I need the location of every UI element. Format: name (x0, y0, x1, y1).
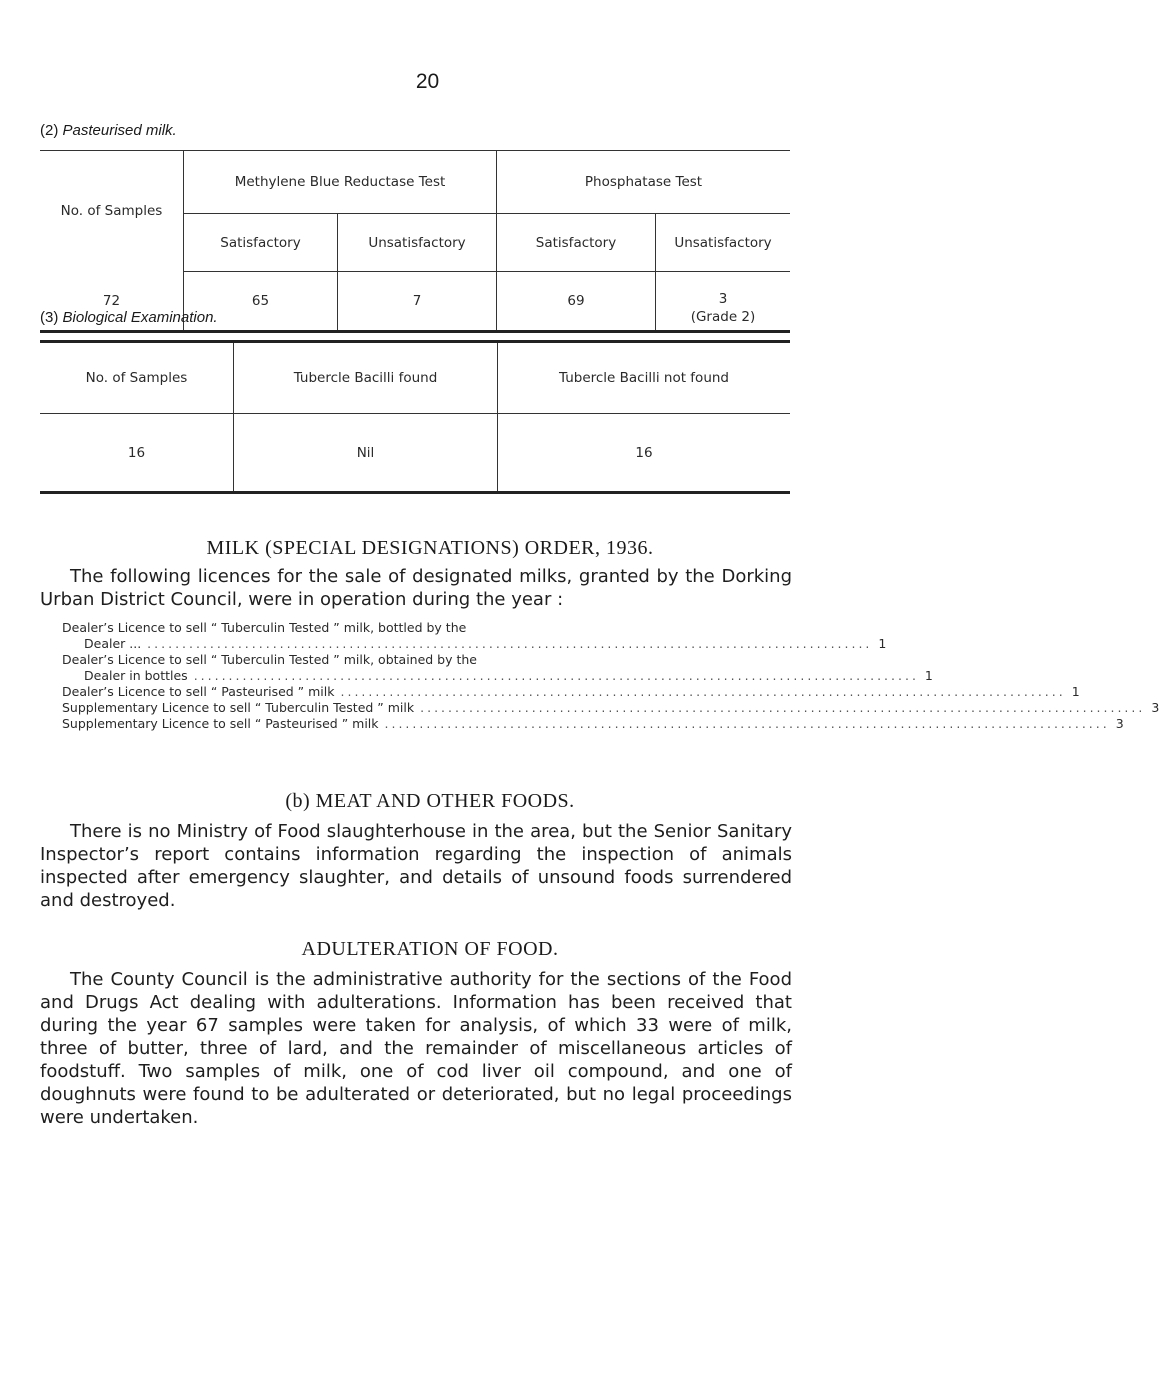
ph-satisfactory-value: 69 (497, 272, 656, 332)
licence-count: 3 (1115, 716, 1124, 731)
pasteurised-table (40, 150, 790, 333)
leader-dots: ........................................................................................................ (193, 668, 919, 683)
mb-satisfactory-value: 65 (184, 272, 338, 332)
licence-item (62, 652, 790, 668)
milk-order-title: MILK (SPECIAL DESIGNATIONS) ORDER, 1936. (206, 537, 654, 559)
biological-table (40, 340, 790, 494)
biological-heading (40, 309, 218, 326)
licence-text: Dealer’s Licence to sell “ Tuberculin Tested ” milk, bottled by the (62, 620, 467, 635)
adulteration-title: ADULTERATION OF FOOD. (301, 938, 559, 960)
pasteurised-heading (40, 122, 177, 139)
licence-text: Supplementary Licence to sell “ Pasteurised ” milk (62, 716, 379, 731)
meat-body: There is no Ministry of Food slaughterhouse in the area, but the Senior Sanitary Inspector’s report contains information regarding the inspection of animals inspected after emergency slaughter, and details of unsound foods surrendered and destroyed. (40, 821, 792, 911)
licence-item-continued (62, 636, 887, 652)
pasteurised-heading-title: Pasteurised milk. (62, 122, 177, 139)
pasteurised-heading-num: (2) (40, 122, 59, 139)
bio-not-found-value: 16 (498, 414, 791, 493)
page-number: 20 (415, 70, 440, 93)
bio-found-header: Tubercle Bacilli found (234, 342, 498, 414)
bio-found-value: Nil (234, 414, 498, 493)
biological-heading-num: (3) (40, 309, 59, 326)
licence-text: Dealer’s Licence to sell “ Tuberculin Tested ” milk, obtained by the (62, 652, 478, 667)
licence-count: 1 (1071, 684, 1080, 699)
licence-item (62, 700, 1159, 716)
mb-unsatisfactory-value: 7 (338, 272, 497, 332)
leader-dots: ........................................................................................................ (340, 684, 1066, 699)
ph-satisfactory-header: Satisfactory (497, 214, 656, 272)
licence-text: Dealer in bottles (84, 668, 188, 683)
licence-item-continued (62, 668, 933, 684)
milk-order-intro: The following licences for the sale of designated milks, granted by the Dorking Urban District Council, were in operation during the year : (40, 566, 792, 610)
licence-item (62, 684, 1080, 700)
licence-count: 3 (1151, 700, 1159, 715)
licence-item (62, 716, 1124, 732)
leader-dots: ........................................................................................................ (147, 636, 873, 651)
methylene-blue-header: Methylene Blue Reductase Test (184, 151, 497, 214)
ph-unsatisfactory-note: (Grade 2) (690, 309, 756, 325)
licence-text: Supplementary Licence to sell “ Tuberculin Tested ” milk (62, 700, 415, 715)
samples-value: 72 (102, 292, 121, 309)
mb-unsatisfactory-header: Unsatisfactory (338, 214, 497, 272)
biological-heading-title: Biological Examination. (62, 309, 218, 326)
adulteration-body: The County Council is the administrative authority for the sections of the Food and Drugs Act dealing with adulterations. Information has been received that during the year 67 samples were taken for analysis, of which 33 were of milk, three of butter, three of lard, and the remainder of miscellaneous articles of foodstuff. Two samples of milk, one of cod liver oil compound, and one of doughnuts were found to be adulterated or deteriorated, but no legal proceedings were undertaken. (40, 969, 792, 1128)
ph-unsatisfactory-cell (656, 272, 791, 332)
meat-title: (b) MEAT AND OTHER FOODS. (285, 790, 575, 812)
col-samples-header: No. of Samples (60, 203, 163, 220)
phosphatase-header: Phosphatase Test (497, 151, 791, 214)
ph-unsatisfactory-value: 3 (718, 291, 728, 307)
leader-dots: ........................................................................................................ (420, 700, 1146, 715)
licence-count: 1 (878, 636, 887, 651)
bio-samples-value: 16 (127, 444, 146, 461)
bio-not-found-header: Tubercle Bacilli not found (498, 342, 791, 414)
licence-count: 1 (924, 668, 933, 683)
licence-list (62, 620, 1159, 732)
ph-unsatisfactory-header: Unsatisfactory (656, 214, 791, 272)
bio-samples-header: No. of Samples (40, 342, 234, 414)
licence-item (62, 620, 790, 636)
leader-dots: ........................................................................................................ (384, 716, 1110, 731)
licence-text: Dealer ... (84, 636, 142, 651)
licence-text: Dealer’s Licence to sell “ Pasteurised ” milk (62, 684, 335, 699)
mb-satisfactory-header: Satisfactory (184, 214, 338, 272)
